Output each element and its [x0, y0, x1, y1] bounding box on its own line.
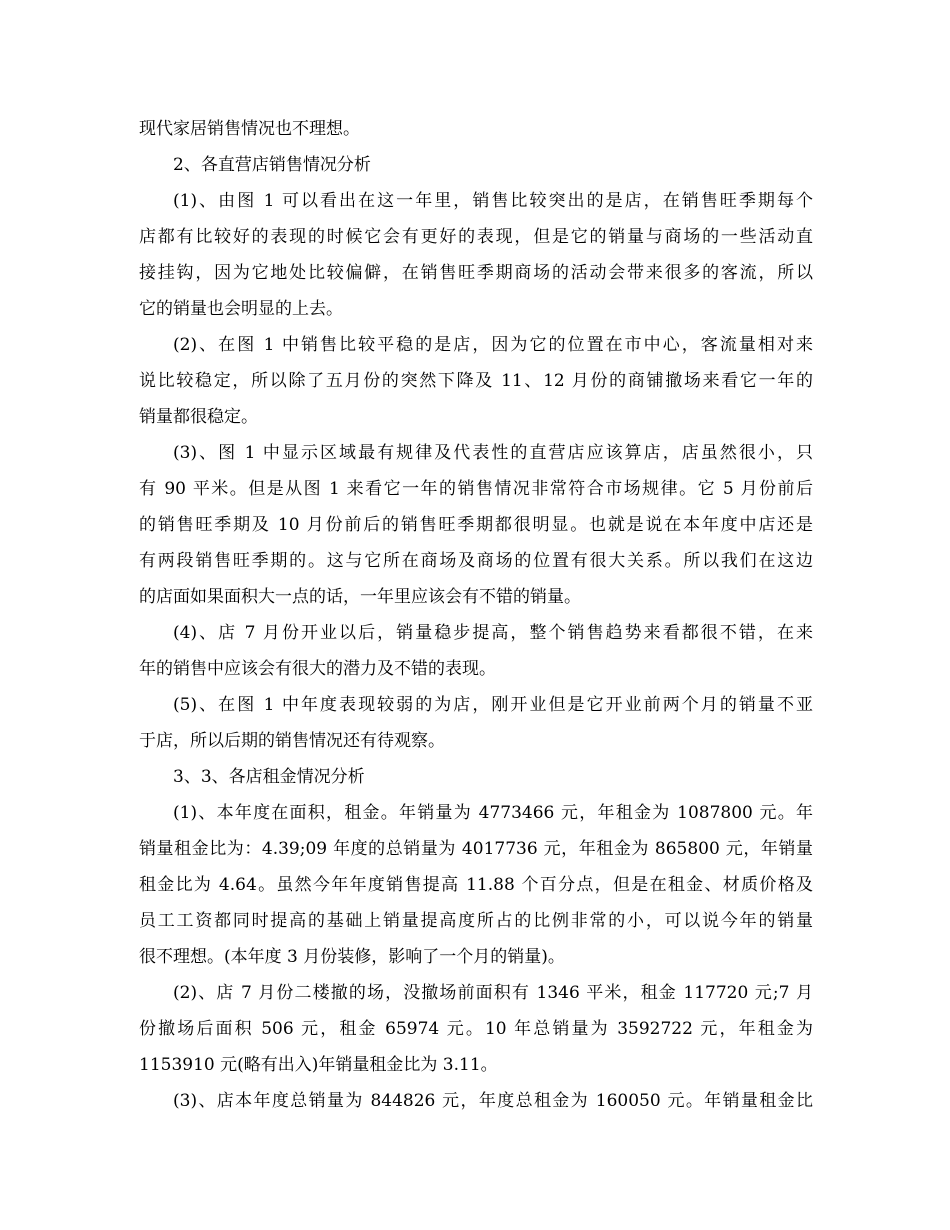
text-line: 年的销售中应该会有很大的潜力及不错的表现。: [139, 659, 496, 679]
text-line: 店都有比较好的表现的时候它会有更好的表现，但是它的销量与商场的一些活动直: [139, 227, 813, 247]
text-line: (3)、图 1 中显示区域最有规律及代表性的直营店应该算店，店虽然很小，只: [173, 443, 813, 463]
text-line: 的店面如果面积大一点的话，一年里应该会有不错的销量。: [139, 587, 581, 607]
text-line: (3)、店本年度总销量为 844826 元，年度总租金为 160050 元。年销量租金比: [173, 1091, 813, 1111]
text-line: 说比较稳定，所以除了五月份的突然下降及 11、12 月份的商铺撤场来看它一年的: [139, 371, 813, 391]
text-line: 销量都很稳定。: [139, 407, 258, 427]
text-line: 于店，所以后期的销售情况还有待观察。: [139, 731, 445, 751]
text-line: (1)、由图 1 可以看出在这一年里，销售比较突出的是店，在销售旺季期每个: [173, 191, 813, 211]
text-line: 销量租金比为：4.39;09 年度的总销量为 4017736 元，年租金为 865800 元，年销量: [139, 839, 813, 859]
text-line: (1)、本年度在面积，租金。年销量为 4773466 元，年租金为 1087800 元。年: [173, 803, 813, 823]
text-line: 有两段销售旺季期的。这与它所在商场及商场的位置有很大关系。所以我们在这边: [139, 551, 813, 571]
text-line: 员工工资都同时提高的基础上销量提高度所占的比例非常的小，可以说今年的销量: [139, 911, 813, 931]
text-line: 接挂钩，因为它地处比较偏僻，在销售旺季期商场的活动会带来很多的客流，所以: [139, 263, 813, 283]
text-line: 租金比为 4.64。虽然今年年度销售提高 11.88 个百分点，但是在租金、材质价格及: [139, 875, 813, 895]
section-heading: 2、各直营店销售情况分析: [173, 155, 371, 175]
text-line: 有 90 平米。但是从图 1 来看它一年的销售情况非常符合市场规律。它 5 月份前后: [139, 479, 813, 499]
text-line: 它的销量也会明显的上去。: [139, 299, 343, 319]
text-line: 现代家居销售情况也不理想。: [139, 119, 360, 139]
text-line: (2)、店 7 月份二楼撤的场，没撤场前面积有 1346 平米，租金 117720 元;7 月: [173, 983, 813, 1003]
text-line: (4)、店 7 月份开业以后，销量稳步提高，整个销售趋势来看都很不错，在来: [173, 623, 813, 643]
section-heading: 3、3、各店租金情况分析: [173, 767, 365, 787]
text-line: (5)、在图 1 中年度表现较弱的为店，刚开业但是它开业前两个月的销量不亚: [173, 695, 813, 715]
text-line: 份撤场后面积 506 元，租金 65974 元。10 年总销量为 3592722 元，年租金为: [139, 1019, 813, 1039]
text-line: 很不理想。(本年度 3 月份装修，影响了一个月的销量)。: [139, 947, 565, 967]
text-line: 1153910 元(略有出入)年销量租金比为 3.11。: [139, 1055, 498, 1075]
text-line: 的销售旺季期及 10 月份前后的销售旺季期都很明显。也就是说在本年度中店还是: [139, 515, 813, 535]
text-line: (2)、在图 1 中销售比较平稳的是店，因为它的位置在市中心，客流量相对来: [173, 335, 813, 355]
